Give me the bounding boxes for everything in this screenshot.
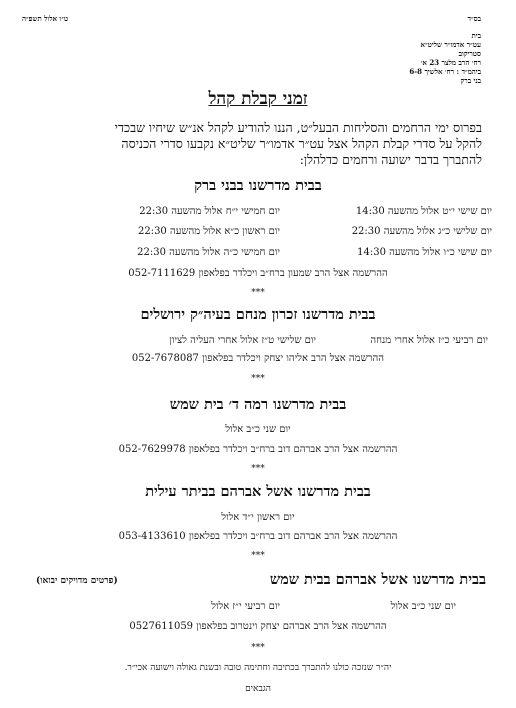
schedule-row: יום שישי כ״ו אלול מהשעה 14:30 xyxy=(357,247,492,258)
page-title xyxy=(0,89,516,109)
registration-info: ההרשמה אצל הרב אברהם דוב ברח״ב ויכלדר בפלאפון 053-4133610 xyxy=(118,531,398,542)
schedule-row: יום שני כ״ב אלול xyxy=(225,424,291,435)
separator: *** xyxy=(251,288,265,298)
page-title-text: זמני קבלת קהל xyxy=(208,89,308,109)
org-line-1: בית xyxy=(471,31,481,40)
org-line-2: עט״ר אדמו״ר שליט״א xyxy=(420,40,481,49)
registration-info: ההרשמה אצל הרב אליהו יצחק ויכלדר בפלאפון 052-7678087 xyxy=(131,353,385,364)
section-title-note: (פרטים מדויקים יבואו) xyxy=(36,576,118,586)
intro-line-1: בפרוס ימי הרחמים והסליחות הבעל״ט, הננו להודיע לקהל אנ״ש שיחיו שבכדי xyxy=(114,120,482,135)
closing-blessing: יה״ר שנזכה כולנו להתברך בכתיבה וחתימה טובה ובשנת גאולה וישועה אכי״ר. xyxy=(124,663,392,673)
header-date: ט״ו אלול תשפ״ה xyxy=(22,14,69,23)
schedule-row: יום רביעי כ״ז אלול אחרי מנחה xyxy=(370,335,488,346)
schedule-row: יום שלישי ט״ז אלול אחרי העליה לציון xyxy=(169,335,316,346)
registration-info: ההרשמה אצל הרב שמעון ברח״ב ויכלדר בפלאפון 052-7111629 xyxy=(128,268,388,279)
separator: *** xyxy=(251,643,265,653)
schedule-row: יום ראשון כ״א אלול מהשעה 22:30 xyxy=(137,226,280,237)
org-line-4: רח׳ הרב מלצר 23 א׳ xyxy=(420,58,481,67)
schedule-row: יום רביעי י״ז אלול xyxy=(211,601,280,612)
section-title-bnei-brak: בבית מדרשנו בבני ברק xyxy=(194,177,322,194)
section-title-beitar-illit: בבית מדרשנו אשל אברהם בביתר עילית xyxy=(145,483,371,500)
registration-info: ההרשמה אצל הרב אברהם יצחק וינטרוב בפלאפון 0527611059 xyxy=(129,621,387,632)
schedule-row: יום חמישי כ״ה אלול מהשעה 22:30 xyxy=(137,247,280,258)
intro-line-2: להקל על סדרי קבלת הקהל אצל עט״ר אדמו״ר שליט״א נקבעו סדרי הכניסה xyxy=(121,136,482,151)
section-title-rama-d: בבית מדרשנו רמה ד׳ בית שמש xyxy=(169,396,347,413)
registration-info: ההרשמה אצל הרב אברהם דוב ברח״ב ויכלדר בפלאפון 052-7629978 xyxy=(118,444,398,455)
schedule-row: יום ראשון י״ד אלול xyxy=(221,512,295,523)
schedule-row: יום שלישי כ״ג אלול מהשעה 22:30 xyxy=(351,226,492,237)
org-line-3: סטריקוב xyxy=(458,49,481,58)
section-title-beit-shemesh: בבית מדרשנו אשל אברהם בבית שמש xyxy=(269,571,486,588)
org-line-6: בני ברק xyxy=(460,76,481,85)
signature: הגבאים xyxy=(245,684,271,694)
separator: *** xyxy=(251,551,265,561)
bsd-mark: בס״ד xyxy=(467,14,481,23)
schedule-row: יום שישי י״ט אלול מהשעה 14:30 xyxy=(355,206,492,217)
separator: *** xyxy=(251,374,265,384)
schedule-row: יום חמישי י״ח אלול מהשעה 22:30 xyxy=(139,206,280,217)
org-line-5: ביהמ״ד : רח׳ אלשיך 6-8 xyxy=(409,67,481,76)
intro-line-3: להתברך בדבר ישועה ורחמים כדלהלן: xyxy=(299,152,482,167)
schedule-row: יום שני כ״ב אלול xyxy=(390,601,456,612)
separator: *** xyxy=(251,464,265,474)
section-title-jerusalem: בבית מדרשנו זכרון מנחם בעיה״ק ירושלים xyxy=(140,306,376,323)
